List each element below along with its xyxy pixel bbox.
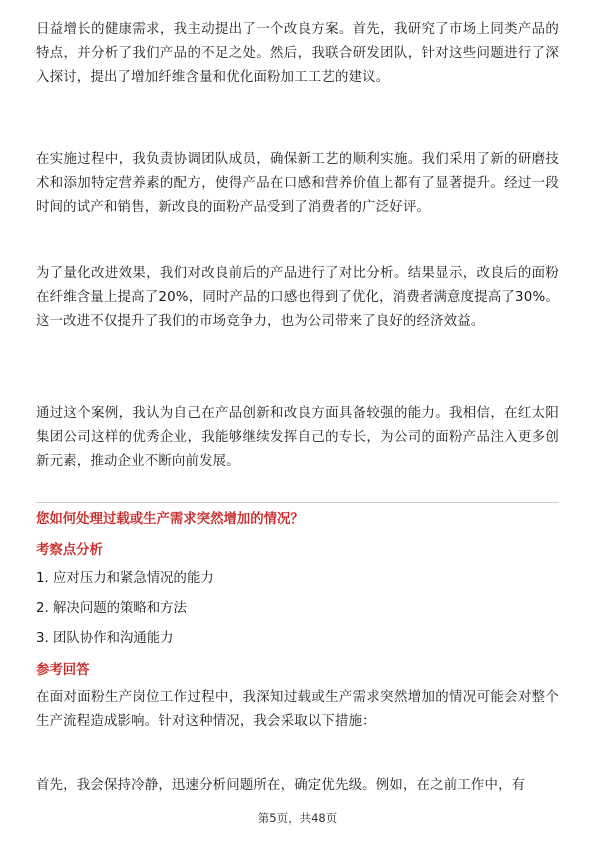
paragraph-text: 日益增长的健康需求，我主动提出了一个改良方案。首先，我研究了市场上同类产品的特点，并分析了我们产品的不足之处。然后，我联合研发团队，针对这些问题进行了深入探讨，提出了增加纤维含量和优化面粉加工工艺的建议。 (36, 22, 559, 85)
paragraph (36, 148, 559, 220)
answer-paragraph (36, 774, 559, 798)
paragraph-text: 通过这个案例，我认为自己在产品创新和改良方面具备较强的能力。我相信，在红太阳集团公司这样的优秀企业，我能够继续发挥自己的专长，为公司的面粉产品注入更多创新元素，推动企业不断向前发展。 (36, 406, 559, 469)
list-item: 1. 应对压力和紧急情况的能力 (36, 571, 214, 586)
analysis-list (36, 564, 559, 654)
interview-question: 您如何处理过载或生产需求突然增加的情况？ (36, 512, 304, 527)
answer-paragraph (36, 686, 559, 734)
paragraph (36, 262, 559, 334)
section-divider (36, 502, 559, 503)
list-item: 3. 团队协作和沟通能力 (36, 631, 174, 646)
paragraph (36, 402, 559, 474)
answer-heading: 参考回答 (36, 663, 90, 678)
paragraph-text: 为了量化改进效果，我们对改良前后的产品进行了对比分析。结果显示，改良后的面粉在纤维含量上提高了20%，同时产品的口感也得到了优化，消费者满意度提高了30%。这一改进不仅提升了我们的市场竞争力，也为公司带来了良好的经济效益。 (36, 266, 559, 329)
paragraph (36, 18, 559, 90)
page-number: 第5页，共48页 (257, 811, 338, 825)
paragraph-text: 首先，我会保持冷静，迅速分析问题所在，确定优先级。例如，在之前工作中，有 (36, 778, 526, 793)
analysis-heading: 考察点分析 (36, 543, 103, 558)
paragraph-text: 在面对面粉生产岗位工作过程中，我深知过载或生产需求突然增加的情况可能会对整个生产流程造成影响。针对这种情况，我会采取以下措施： (36, 690, 559, 729)
list-item: 2. 解决问题的策略和方法 (36, 601, 187, 616)
paragraph-text: 在实施过程中，我负责协调团队成员，确保新工艺的顺利实施。我们采用了新的研磨技术和添加特定营养素的配方，使得产品在口感和营养价值上都有了显著提升。经过一段时间的试产和销售，新改良的面粉产品受到了消费者的广泛好评。 (36, 152, 559, 215)
